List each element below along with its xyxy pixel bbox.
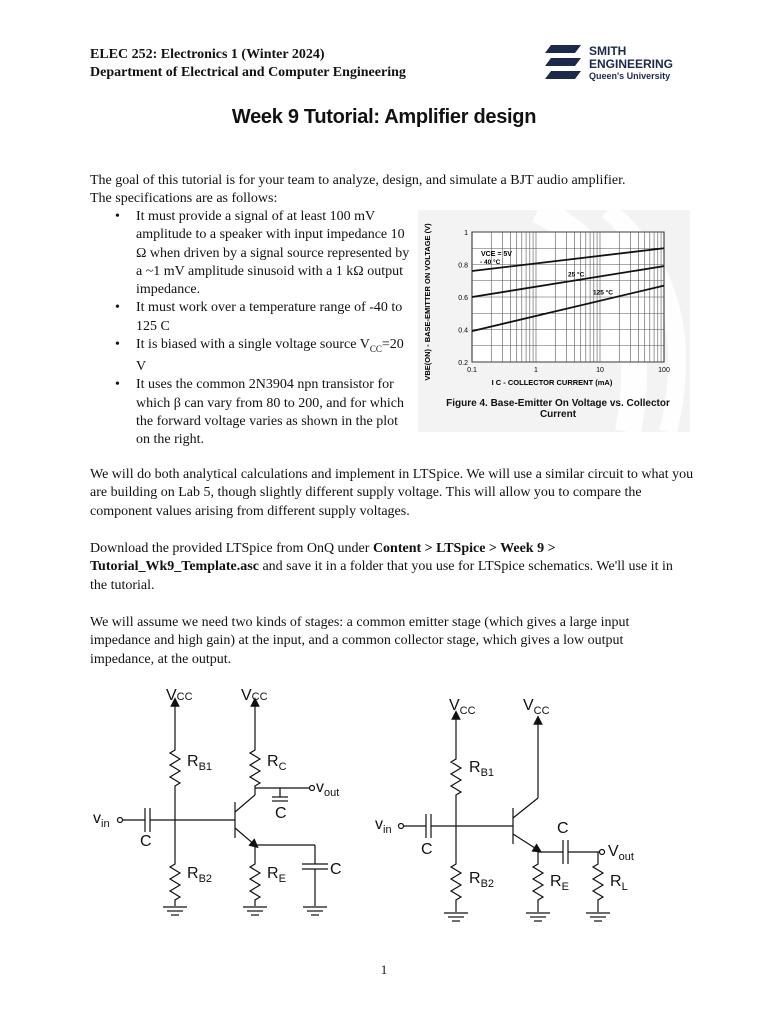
chart-svg xyxy=(418,210,690,432)
chart-y-tick-label: 0.8 xyxy=(458,262,468,270)
ce-vcc-label-2: VCC xyxy=(241,687,268,704)
chart-x-tick-label: 1 xyxy=(534,367,538,374)
spec-item-subscript: CC xyxy=(369,343,382,354)
figure-4-chart xyxy=(418,210,690,432)
logo-mark-icon xyxy=(545,43,583,83)
cc-vout-label: $V_{out}$ xyxy=(608,843,634,863)
chart-x-tick-label: 0.1 xyxy=(467,367,477,374)
spec-item-text: It is biased with a single voltage source V xyxy=(136,337,370,353)
ce-rb1-label: $R_{B1}$ xyxy=(187,753,213,773)
ce-rb2-label: $R_{B2}$ xyxy=(187,865,213,885)
ce-rc-label: $R_C$ xyxy=(267,753,287,773)
spec-item: • It must work over a temperature range of -40 to 125 C xyxy=(112,299,412,336)
chart-x-tick-label: 100 xyxy=(658,367,670,374)
logo-line-queens: Queen's University xyxy=(589,71,671,81)
chart-series-label: 125 °C xyxy=(593,289,613,297)
common-collector-circuit xyxy=(399,715,611,921)
download-path: Content > LTSpice > Week 9 > Tutorial_Wk9_Template.asc xyxy=(90,541,556,575)
page-number: 1 xyxy=(380,962,388,977)
ce-vcc-label-1: VCC xyxy=(166,687,193,704)
chart-series-label: 25 °C xyxy=(568,271,585,279)
intro-line-2: The specifications are as follows: xyxy=(90,191,278,206)
chart-x-label: I C - COLLECTOR CURRENT (mA) xyxy=(491,378,613,387)
cc-input-cap-label: C xyxy=(421,841,433,858)
spec-item xyxy=(112,336,412,376)
page-title: Week 9 Tutorial: Amplifier design xyxy=(231,106,537,128)
smith-engineering-logo xyxy=(545,42,695,84)
ce-bypass-cap-label: C xyxy=(330,861,342,878)
cc-rb1-label: $R_{B1}$ xyxy=(469,759,495,779)
spec-list xyxy=(112,208,412,450)
download-text-post: and save it in a folder that you use for LTSpice schematics. We'll use it in the tutorial. xyxy=(90,559,673,593)
chart-x-tick-label: 10 xyxy=(596,367,604,374)
chart-y-tick-label: 0.4 xyxy=(458,327,468,335)
ce-vin-label: $v_{in}$ xyxy=(93,810,110,830)
logo-line-smith: SMITH xyxy=(589,44,627,58)
cc-vcc-label-1: $V_{CC}$ xyxy=(449,697,476,717)
ce-output-cap-label: C xyxy=(275,805,287,822)
circuit-diagrams xyxy=(0,680,768,930)
department-line: Department of Electrical and Computer Engineering xyxy=(90,65,406,80)
chart-title: Figure 4. Base-Emitter On Voltage vs. Collector Current xyxy=(446,398,670,420)
cc-output-cap-label: C xyxy=(557,820,569,837)
chart-annotation: VCE = 5V xyxy=(481,251,512,258)
chart-y-tick-label: 1 xyxy=(464,230,468,237)
download-text-pre: Download the provided LTSpice from OnQ under xyxy=(90,541,373,556)
chart-y-tick-label: 0.6 xyxy=(458,295,468,302)
chart-y-tick-label: 0.2 xyxy=(458,360,468,367)
spec-item-value: =20 V xyxy=(136,337,404,375)
download-paragraph xyxy=(90,540,690,595)
spec-item: • It must provide a signal of at least 100 mV amplitude to a speaker with input impedance 10 Ω when driven by a signal source represented by a ~1 mV amplitude sinusoid with a 1 kΩ output impedance. xyxy=(112,208,412,299)
stages-paragraph: We will assume we need two kinds of stages: a common emitter stage (which gives a large input impedance and high gain) at the input, and a common collector stage, which gives a low output impedance, at the output. xyxy=(90,615,630,667)
cc-rl-label: $R_L$ xyxy=(610,873,628,893)
intro-line-1: The goal of this tutorial is for your team to analyze, design, and simulate a BJT audio amplifier. xyxy=(90,173,626,188)
ce-vout-label: $v_{out}$ xyxy=(316,779,340,799)
chart-y-label: VBE(ON) - BASE-EMITTER ON VOLTAGE (V) xyxy=(423,223,432,381)
chart-series-label: - 40 °C xyxy=(480,259,501,267)
ltspice-paragraph: We will do both analytical calculations and implement in LTSpice. We will use a similar circuit to what you are building on Lab 5, though slightly different supply voltage. This will allow you to compare the component values arising from different supply voltages. xyxy=(90,467,694,519)
ce-input-cap-label: C xyxy=(140,833,152,850)
cc-rb2-label: $R_{B2}$ xyxy=(469,870,495,890)
cc-re-label: $R_E$ xyxy=(550,873,569,893)
logo-line-engineering: ENGINEERING xyxy=(589,57,674,71)
spec-item: • It uses the common 2N3904 npn transistor for which β can vary from 80 to 200, and for which the forward voltage varies as shown in the plot on the right. xyxy=(112,376,412,449)
ce-re-label: $R_E$ xyxy=(267,865,286,885)
common-emitter-circuit xyxy=(118,702,329,915)
course-line: ELEC 252: Electronics 1 (Winter 2024) xyxy=(90,47,325,62)
cc-vcc-label-2: $V_{CC}$ xyxy=(523,697,550,717)
cc-vin-label: $v_{in}$ xyxy=(375,816,392,836)
